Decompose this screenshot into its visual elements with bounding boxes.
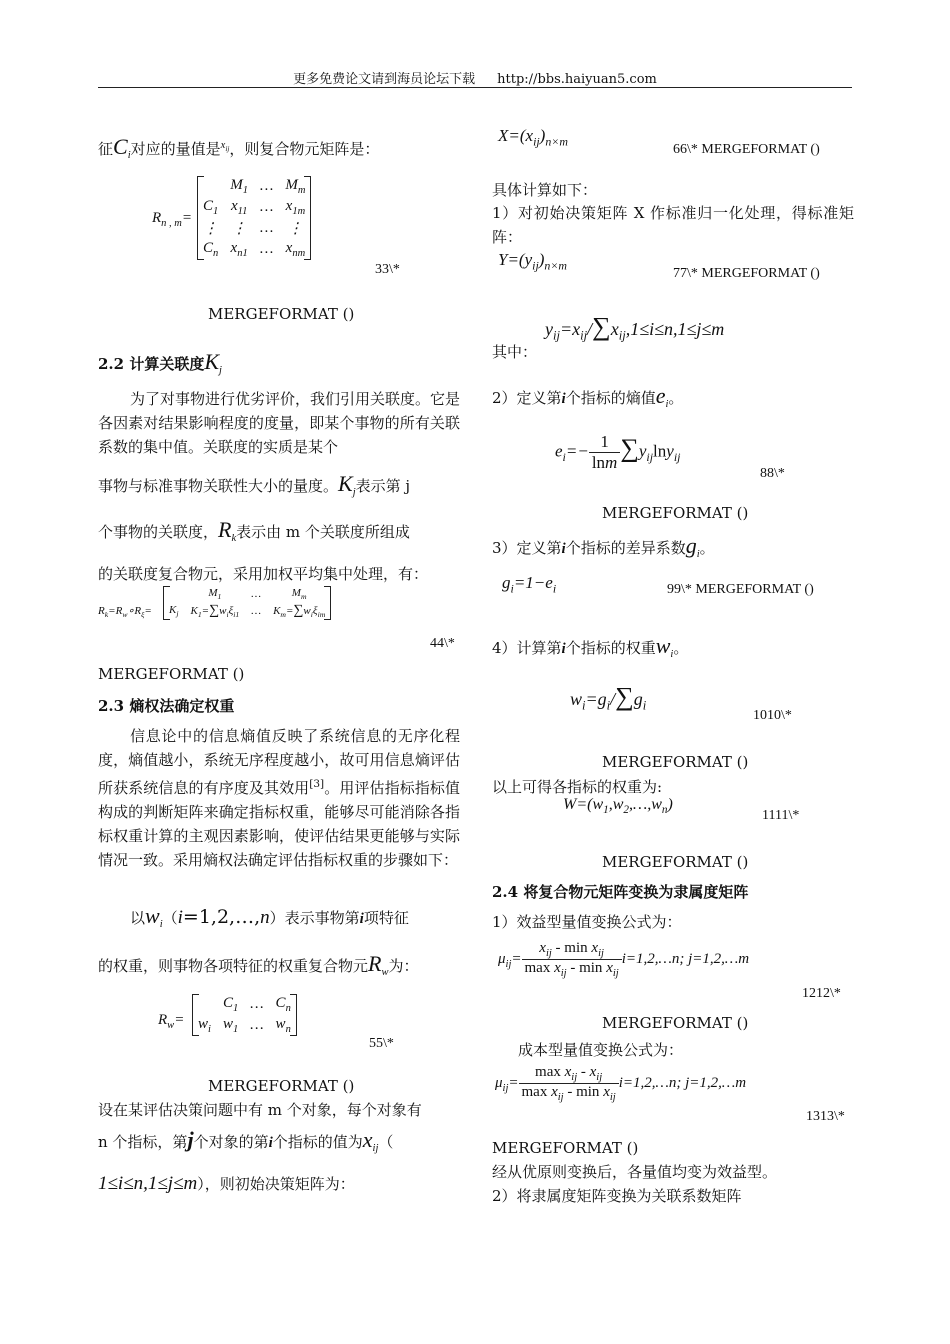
eq3-number: 33\* (375, 262, 400, 277)
eq3-tag: MERGEFORMAT () (208, 305, 355, 323)
eq11: $W=(w_1,w_2,\dots,w_n)$ (563, 796, 673, 817)
page-header (0, 68, 950, 87)
para-benefit: 1）效益型量值变换公式为： (492, 913, 682, 931)
para-decision-2: n 个指标，第j个对象的第i个指标的值为$x_{ij}$（ (98, 1127, 394, 1154)
eq3-matrix: $M_1$ … $M_m$ $C_1$ $x_{11}$ … $x_{1m}$ ⋮ ⋮ … ⋮ $C_n$ $x_{n1}$ … $x_{nm}$ (197, 176, 311, 260)
para-step-1: 1）对初始决策矩阵 X 作标准归一化处理，得标准矩阵： (492, 204, 854, 246)
eq5-tag: MERGEFORMAT () (208, 1077, 355, 1095)
eq3-lhs: $R_{n , m}=$ (152, 210, 193, 229)
eq7: $Y=(y_{ij})_{n\times m}$ (498, 250, 567, 273)
header-url: http://bbs.haiyuan5.com (497, 72, 657, 87)
para-line-kj: 事物与标准事物关联性大小的量度。$K_j$表示第 j (98, 471, 411, 498)
eq12-tag: MERGEFORMAT () (602, 1014, 749, 1032)
eq6-number: 66\* MERGEFORMAT () (673, 142, 820, 157)
eq8-number: 88\* (760, 466, 785, 481)
para-line-composite: 的关联度复合物元，采用加权平均集中处理，有： (98, 565, 429, 583)
eq8-tag: MERGEFORMAT () (602, 504, 749, 522)
para-decision-1: 设在某评估决策问题中有 m 个对象，每个对象有 (98, 1101, 422, 1119)
para-weight-def: 以$w_i(i=1,2,\dots,n)$表示事物第i项特征 (130, 903, 409, 930)
section-2-3-paragraph: 信息论中的信息熵值反映了系统信息的无序化程度，熵值越小，系统无序程度越小，故可用信息熵评估所获系统信息的有序度及其效用[3]。用评估指标指标值构成的判断矩阵来确定指标权重，能够尽可能消除各指标权重计算的主观因素影响，使评估结果更能够与实际情况一致。采用熵权法确定评估指标权重的步骤如下： (98, 727, 460, 869)
eq13: $\mu_{ij}=$ $\frac{\max x_{ij} - x_{ij}}{\max x_{ij} - \min x_{ij}}$ i=1,2,…n; j=1,2,…m (495, 1064, 747, 1103)
eq11-number: 1111\* (762, 808, 800, 823)
eq10: $w_i=g_i/\sum g_i$ (570, 682, 647, 713)
section-2-2-paragraph: 为了对事物进行优劣评价，我们引用关联度。它是各因素对结果影响程度的度量，即某个事物的所有关联系数的集中值。关联度的实质是某个 (98, 390, 461, 456)
para-weight-composite: 的权重，则事物各项特征的权重复合物元$R_w$为： (98, 951, 419, 978)
header-text: 更多免费论文请到海员论坛下载 (293, 72, 476, 87)
eq9: $g_i=1-e_i$ (502, 573, 557, 596)
eq4-lhs: $R_k=R_w\circ R_\xi=$ (98, 605, 152, 620)
eq5-matrix: $C_1$ … $C_n$ $w_i$ $w_1$ … $w_n$ (192, 994, 297, 1036)
eq4-tag: MERGEFORMAT () (98, 665, 245, 683)
para-steps: 具体计算如下： (492, 181, 598, 199)
para-where: 其中： (492, 343, 538, 361)
para-step-2: 2）定义第i个指标的熵值$e_i$。 (492, 383, 684, 410)
eq7-number: 77\* MERGEFORMAT () (673, 266, 820, 281)
para-step-4: 4）计算第i个指标的权重$w_i$。 (492, 633, 689, 660)
eq8: $e_i=-$ $\frac{1}{\ln m}$ $\sum y_{ij}\ln y_{ij}$ (555, 432, 681, 472)
eq10-number: 1010\* (753, 708, 792, 723)
para-line-rk: 个事物的关联度，$R_k$表示由 m 个关联度所组成 (98, 517, 410, 544)
eq4-matrix: $M_1$ … $M_m$ $K_j$ $K_1=\sum w_i\xi_{i1}$ … $K_m=\sum w_i\xi_{im}$ (163, 586, 331, 620)
eq5-number: 55\* (369, 1036, 394, 1051)
eq13-number: 1313\* (806, 1109, 845, 1124)
eq-normalize: $y_{ij}=x_{ij}/\sum x_{ij},1\le i\le n,1\le j\le m$ (545, 312, 725, 343)
header-rule (98, 87, 852, 88)
para-weights: 以上可得各指标的权重为: (492, 778, 663, 796)
eq9-number: 99\* MERGEFORMAT () (667, 582, 814, 597)
section-2-3-title: 2.3 熵权法确定权重 (98, 697, 235, 715)
eq5-lhs: $R_w=$ (158, 1012, 185, 1031)
eq12-number: 1212\* (802, 986, 841, 1001)
para-after-transform: 经从优原则变换后，各量值均变为效益型。 (492, 1163, 778, 1181)
eq13-tag: MERGEFORMAT () (492, 1139, 639, 1157)
para-decision-3: 1≤i≤n,1≤j≤m），则初始决策矩阵为： (98, 1173, 355, 1194)
eq4-number: 44\* (430, 636, 455, 651)
para-cost: 成本型量值变换公式为： (518, 1041, 684, 1059)
eq11-tag: MERGEFORMAT () (602, 853, 749, 871)
section-2-4-title: 2.4 将复合物元矩阵变换为隶属度矩阵 (492, 883, 749, 901)
para-step-relation: 2）将隶属度矩阵变换为关联系数矩阵 (492, 1187, 742, 1205)
eq12: $\mu_{ij}=$ $\frac{x_{ij} - \min x_{ij}}{\max x_{ij} - \min x_{ij}}$ i=1,2,…n; j=1,2,…m (498, 940, 750, 979)
eq10-tag: MERGEFORMAT () (602, 753, 749, 771)
eq6: $X=(x_{ij})_{n\times m}$ (498, 126, 568, 149)
section-2-2-title: 2.2 计算关联度$K_j$ (98, 349, 222, 376)
para-step-3: 3）定义第i个指标的差异系数$g_i$。 (492, 533, 715, 560)
para-cn-intro: 征$C_i$对应的量值是$^{x_{ij}}$，则复合物元矩阵是： (98, 134, 380, 161)
